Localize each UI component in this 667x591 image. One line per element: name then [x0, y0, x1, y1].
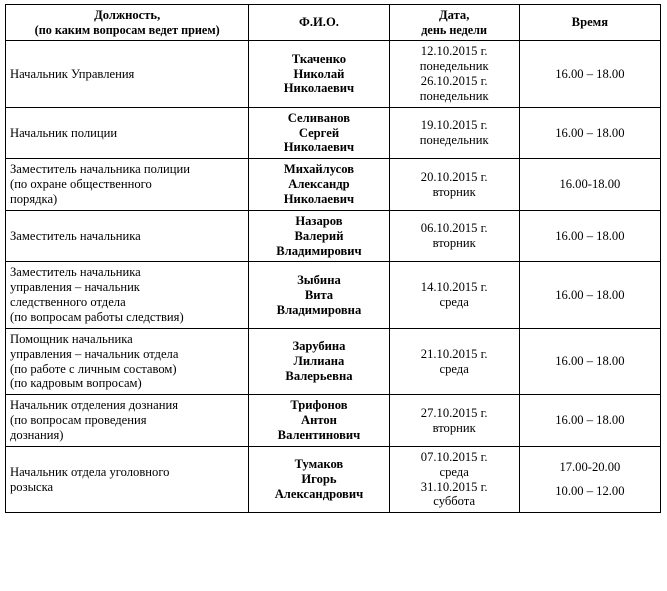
table-row [6, 41, 661, 107]
date-line: вторник [432, 236, 476, 251]
fio-line: Тумаков [294, 457, 344, 472]
fio-line: Зыбина [297, 272, 341, 287]
cell-post [6, 446, 249, 512]
cell-date [389, 395, 519, 447]
cell-post [6, 107, 249, 159]
table-row [6, 395, 661, 447]
post-line: дознания) [10, 428, 64, 443]
time-line: 16.00-18.00 [559, 177, 621, 192]
fio-line: Назаров [295, 213, 343, 228]
cell-date [389, 107, 519, 159]
column-header-post-line1: Должность, [94, 8, 161, 22]
fio-line: Ткаченко [291, 51, 347, 66]
post-line: Заместитель начальника полиции [10, 162, 191, 177]
column-header-fio: Ф.И.О. [249, 5, 389, 41]
date-line: 14.10.2015 г. [420, 280, 488, 295]
table-row [6, 159, 661, 211]
date-line: вторник [432, 420, 476, 435]
fio-line: Михайлусов [283, 162, 355, 177]
cell-time [519, 446, 660, 512]
date-line: 20.10.2015 г. [420, 169, 488, 184]
time-line: 16.00 – 18.00 [555, 354, 625, 369]
table-row [6, 107, 661, 159]
cell-post [6, 159, 249, 211]
cell-date [389, 262, 519, 328]
fio-line: Селиванов [287, 110, 351, 125]
fio-line: Александрович [274, 487, 364, 502]
cell-date [389, 210, 519, 262]
post-line: (по кадровым вопросам) [10, 376, 142, 391]
fio-line: Владимировна [276, 302, 362, 317]
fio-line: Трифонов [290, 398, 348, 413]
post-line: Заместитель начальника [10, 265, 141, 280]
date-line: среда [439, 361, 469, 376]
fio-line: Валерий [294, 228, 344, 243]
column-header-post [6, 5, 249, 41]
date-line: 06.10.2015 г. [420, 221, 488, 236]
time-line: 16.00 – 18.00 [555, 66, 625, 81]
date-line: среда [439, 295, 469, 310]
post-line: Помощник начальника [10, 331, 133, 346]
reception-schedule-table [5, 4, 661, 513]
post-line: (по охране общественного [10, 177, 152, 192]
fio-line: Николай [293, 66, 345, 81]
post-line: следственного отдела [10, 295, 126, 310]
cell-time [519, 41, 660, 107]
post-line: розыска [10, 479, 54, 494]
post-line: (по работе с личным составом) [10, 361, 177, 376]
date-line: 21.10.2015 г. [420, 346, 488, 361]
date-line: 12.10.2015 г. [420, 44, 488, 59]
post-line: порядка) [10, 191, 58, 206]
fio-line: Валерьевна [285, 369, 353, 383]
table-body [6, 41, 661, 513]
fio-line: Сергей [298, 125, 340, 140]
table-row [6, 262, 661, 328]
cell-time [519, 107, 660, 159]
fio-line: Антон [300, 413, 337, 428]
post-line: (по вопросам проведения [10, 413, 147, 428]
cell-date [389, 328, 519, 394]
cell-fio [249, 210, 389, 262]
time-line: 16.00 – 18.00 [555, 228, 625, 243]
date-line: суббота [433, 494, 476, 509]
post-line: управления – начальник отдела [10, 346, 179, 361]
fio-line: Николаевич [283, 191, 355, 206]
time-line: 16.00 – 18.00 [555, 287, 625, 302]
cell-post [6, 41, 249, 107]
cell-post [6, 210, 249, 262]
date-line: понедельник [419, 59, 489, 74]
time-line: 10.00 – 12.00 [555, 484, 625, 499]
date-line: 07.10.2015 г. [420, 449, 488, 464]
date-line: понедельник [419, 132, 489, 147]
fio-line: Александр [288, 177, 350, 192]
cell-post [6, 262, 249, 328]
cell-time [519, 159, 660, 211]
fio-line: Николаевич [283, 81, 355, 96]
cell-fio [249, 262, 389, 328]
column-header-post-line2: (по каким вопросам ведет прием) [34, 22, 220, 37]
date-line: 31.10.2015 г. [420, 479, 488, 494]
fio-line: Игорь [301, 472, 337, 487]
column-header-date [389, 5, 519, 41]
cell-fio [249, 159, 389, 211]
date-line: среда [439, 464, 469, 479]
date-line: 27.10.2015 г. [420, 405, 488, 420]
table-header [6, 5, 661, 41]
column-header-date-line2: день недели [421, 22, 488, 37]
date-line: 26.10.2015 г. [420, 73, 488, 88]
cell-post [6, 328, 249, 394]
date-line: понедельник [419, 88, 489, 103]
column-header-date-line1: Дата, [438, 8, 470, 22]
cell-time [519, 262, 660, 328]
column-header-time: Время [519, 5, 660, 41]
table-header-row [6, 5, 661, 41]
table-row [6, 446, 661, 512]
cell-time [519, 210, 660, 262]
cell-date [389, 41, 519, 107]
cell-fio [249, 107, 389, 159]
fio-line: Владимирович [276, 243, 362, 258]
cell-fio [249, 395, 389, 447]
fio-line: Вита [304, 287, 334, 302]
post-line: (по вопросам работы следствия) [10, 310, 184, 324]
table-row [6, 328, 661, 394]
time-line: 16.00 – 18.00 [555, 413, 625, 428]
cell-date [389, 159, 519, 211]
post-line: Заместитель начальника [10, 228, 141, 243]
time-line: 17.00-20.00 [559, 460, 621, 475]
post-line: Начальник Управления [10, 66, 135, 81]
cell-date [389, 446, 519, 512]
cell-time [519, 395, 660, 447]
post-line: Начальник полиции [10, 125, 118, 140]
fio-line: Лилиана [293, 354, 345, 369]
table-row [6, 210, 661, 262]
post-line: Начальник отдела уголовного [10, 464, 170, 479]
time-line: 16.00 – 18.00 [555, 125, 625, 140]
cell-fio [249, 446, 389, 512]
cell-time [519, 328, 660, 394]
cell-post [6, 395, 249, 447]
fio-line: Валентинович [277, 428, 361, 443]
date-line: вторник [432, 184, 476, 199]
date-line: 19.10.2015 г. [420, 118, 488, 133]
fio-line: Николаевич [283, 140, 355, 155]
cell-fio [249, 328, 389, 394]
time-spacer [524, 475, 656, 484]
fio-line: Зарубина [292, 339, 346, 354]
post-line: управления – начальник [10, 280, 140, 295]
post-line: Начальник отделения дознания [10, 398, 179, 413]
cell-fio [249, 41, 389, 107]
